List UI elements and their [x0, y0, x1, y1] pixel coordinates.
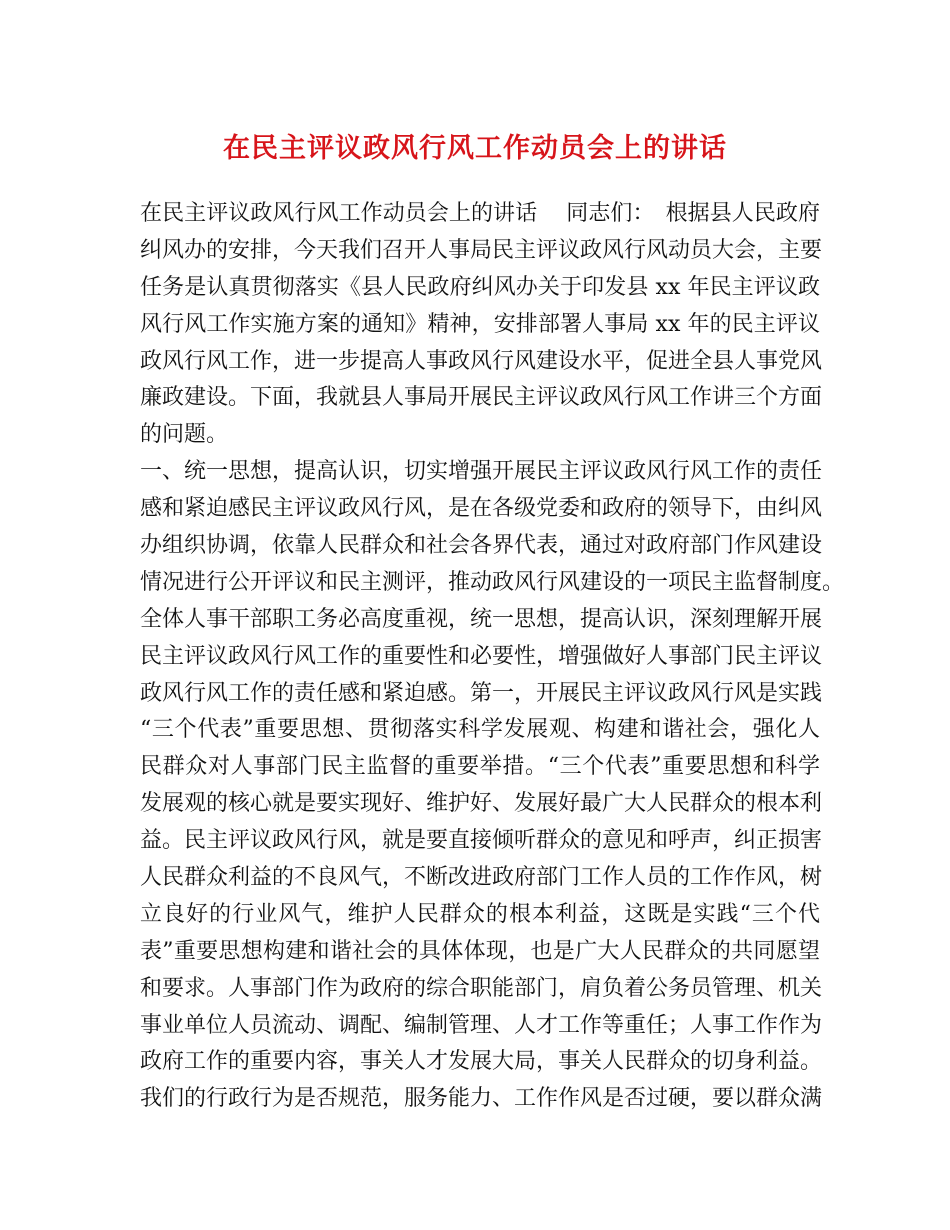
body-line: 在民主评议政风行风工作动员会上的讲话 同志们： 根据县人民政府	[140, 201, 820, 226]
body-line: 纠风办的安排，今天我们召开人事局民主评议政风行风动员大会，主要	[140, 237, 823, 263]
body-line: 事业单位人员流动、调配、编制管理、人才工作等重任；人事工作作为	[140, 1012, 823, 1038]
body-line: 人民群众利益的不良风气，不断改进政府部门工作人员的工作作风，树	[140, 865, 823, 891]
body-line: “三个代表”重要思想、贯彻落实科学发展观、构建和谐社会，强化人	[140, 717, 820, 743]
document-body	[140, 196, 845, 1118]
body-line: 政风行风工作的责任感和紧迫感。第一，开展民主评议政风行风是实践	[140, 680, 823, 706]
body-line: 任务是认真贯彻落实《县人民政府纠风办关于印发县 xx 年民主评议政	[140, 274, 820, 300]
body-line: 风行风工作实施方案的通知》精神，安排部署人事局 xx 年的民主评议	[140, 311, 820, 337]
body-line: 立良好的行业风气，维护人民群众的根本利益，这既是实践“三个代	[140, 901, 820, 927]
body-line: 益。民主评议政风行风，就是要直接倾听群众的意见和呼声，纠正损害	[140, 828, 823, 854]
body-line: 的问题。	[140, 422, 229, 448]
document-title: 在民主评议政风行风工作动员会上的讲话	[223, 133, 727, 164]
body-line: 政风行风工作，进一步提高人事政风行风建设水平，促进全县人事党风	[140, 348, 823, 374]
body-line: 感和紧迫感民主评议政风行风，是在各级党委和政府的领导下，由纠风	[140, 496, 823, 522]
body-line: 民主评议政风行风工作的重要性和必要性，增强做好人事部门民主评议	[140, 643, 823, 669]
body-line: 表”重要思想构建和谐社会的具体体现，也是广大人民群众的共同愿望	[140, 938, 820, 964]
body-line: 廉政建设。下面，我就县人事局开展民主评议政风行风工作讲三个方面	[140, 385, 823, 411]
body-line: 和要求。人事部门作为政府的综合职能部门，肩负着公务员管理、机关	[140, 975, 823, 1001]
body-line: 政府工作的重要内容，事关人才发展大局，事关人民群众的切身利益。	[140, 1049, 823, 1075]
body-line: 民群众对人事部门民主监督的重要举措。“三个代表”重要思想和科学	[140, 754, 820, 780]
body-line: 发展观的核心就是要实现好、维护好、发展好最广大人民群众的根本利	[140, 791, 823, 817]
body-line: 情况进行公开评议和民主测评，推动政风行风建设的一项民主监督制度。	[140, 569, 845, 595]
body-line: 我们的行政行为是否规范，服务能力、工作作风是否过硬，要以群众满	[140, 1086, 823, 1112]
body-line: 一、统一思想，提高认识，切实增强开展民主评议政风行风工作的责任	[140, 459, 823, 485]
body-line: 全体人事干部职工务必高度重视，统一思想，提高认识，深刻理解开展	[140, 606, 823, 632]
body-line: 办组织协调，依靠人民群众和社会各界代表，通过对政府部门作风建设	[140, 533, 823, 559]
